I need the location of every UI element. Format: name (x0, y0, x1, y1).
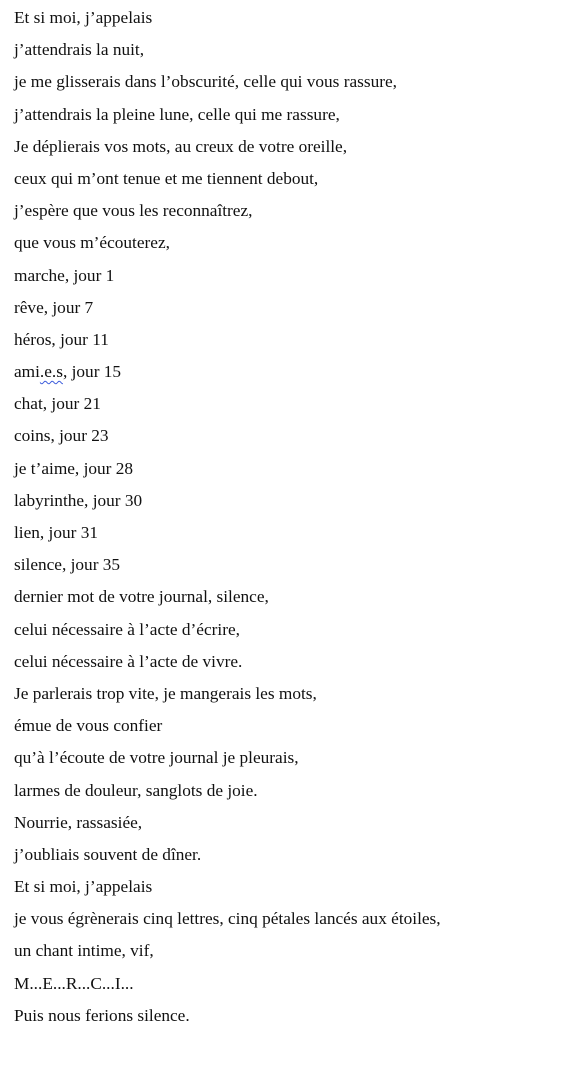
poem-line: je vous égrènerais cinq lettres, cinq pétales lancés aux étoiles, (14, 909, 441, 929)
poem-line: rêve, jour 7 (14, 297, 94, 317)
poem-line: Et si moi, j’appelais (14, 877, 153, 897)
poem-line: chat, jour 21 (14, 394, 101, 414)
poem-line: j’espère que vous les reconnaîtrez, (14, 201, 253, 221)
poem-line: un chant intime, vif, (14, 941, 154, 961)
document-body (14, 6, 574, 1036)
poem-line: lien, jour 31 (14, 523, 98, 542)
poem-line: émue de vous confier (14, 716, 163, 736)
poem-line-with-spellcheck (14, 360, 574, 392)
poem-line: M...E...R...C...I... (14, 973, 134, 993)
spellcheck-flagged-word[interactable]: .e.s (39, 362, 63, 382)
text-segment: , jour 15 (62, 362, 122, 382)
poem-line: je me glisserais dans l’obscurité, celle qui vous rassure, (14, 72, 397, 92)
poem-line: héros, jour 11 (14, 329, 109, 349)
poem-line: je t’aime, jour 28 (14, 458, 134, 478)
text-segment: ami (14, 362, 40, 382)
poem-line: Et si moi, j’appelais (14, 8, 153, 27)
poem-line: que vous m’écouterez, (14, 233, 170, 253)
poem-line: larmes de douleur, sanglots de joie. (14, 780, 258, 800)
poem-line: ceux qui m’ont tenue et me tiennent debout, (14, 168, 319, 188)
poem-line: celui nécessaire à l’acte de vivre. (14, 651, 243, 671)
poem-line: marche, jour 1 (14, 265, 115, 285)
poem-line: j’oubliais souvent de dîner. (14, 844, 202, 864)
poem-line: Je déplierais vos mots, au creux de votre oreille, (14, 136, 348, 156)
poem-line: j’attendrais la pleine lune, celle qui me rassure, (14, 104, 340, 124)
poem-line: Je parlerais trop vite, je mangerais les mots, (14, 683, 317, 703)
poem-line: celui nécessaire à l’acte d’écrire, (14, 619, 240, 639)
poem-line: Puis nous ferions silence. (14, 1005, 190, 1025)
poem-line: dernier mot de votre journal, silence, (14, 587, 269, 607)
poem-line: qu’à l’écoute de votre journal je pleurais, (14, 748, 299, 768)
poem-line: Nourrie, rassasiée, (14, 812, 143, 832)
poem-line: j’attendrais la nuit, (14, 40, 145, 60)
poem-line: labyrinthe, jour 30 (14, 490, 143, 510)
poem-line: coins, jour 23 (14, 426, 109, 446)
poem-line: silence, jour 35 (14, 555, 121, 575)
